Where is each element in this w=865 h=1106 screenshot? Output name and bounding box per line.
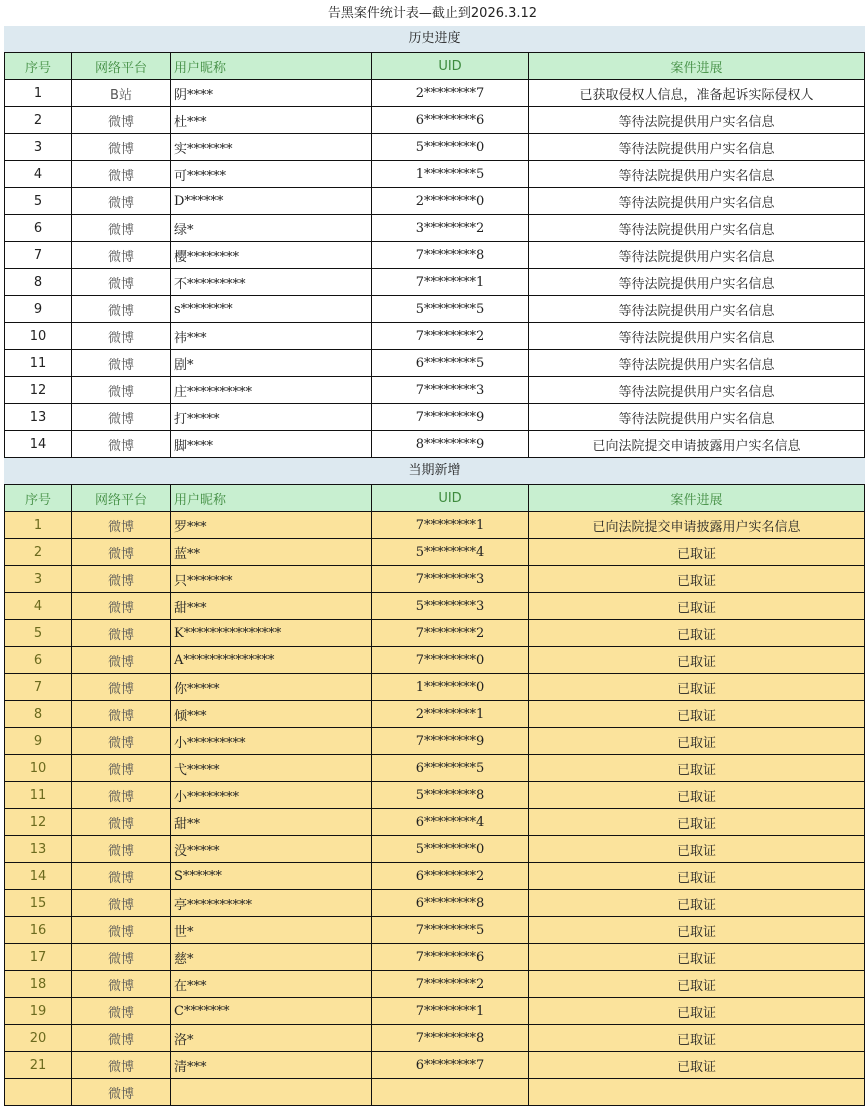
- uid-cell[interactable]: 8********9: [372, 431, 529, 458]
- nickname-cell[interactable]: 实*******: [171, 134, 372, 161]
- uid-cell[interactable]: 7********2: [372, 971, 529, 998]
- case-progress-cell[interactable]: 等待法院提供用户实名信息: [529, 269, 865, 296]
- row-number-cell[interactable]: 19: [5, 998, 72, 1025]
- row-number-cell[interactable]: 16: [5, 917, 72, 944]
- uid-cell[interactable]: 7********9: [372, 404, 529, 431]
- row-number-cell[interactable]: 9: [5, 296, 72, 323]
- nickname-cell[interactable]: 洛*: [171, 1025, 372, 1052]
- row-number-cell[interactable]: 21: [5, 1052, 72, 1079]
- row-number-cell[interactable]: 4: [5, 161, 72, 188]
- platform-cell[interactable]: 微博: [72, 593, 171, 620]
- case-progress-cell[interactable]: 等待法院提供用户实名信息: [529, 215, 865, 242]
- uid-cell[interactable]: 7********3: [372, 377, 529, 404]
- platform-cell[interactable]: 微博: [72, 566, 171, 593]
- case-progress-cell[interactable]: 等待法院提供用户实名信息: [529, 350, 865, 377]
- nickname-cell[interactable]: 只*******: [171, 566, 372, 593]
- uid-cell[interactable]: 6********2: [372, 863, 529, 890]
- row-number-cell[interactable]: 11: [5, 782, 72, 809]
- row-number-cell[interactable]: 14: [5, 431, 72, 458]
- nickname-cell[interactable]: 不*********: [171, 269, 372, 296]
- uid-cell[interactable]: 5********4: [372, 539, 529, 566]
- uid-cell[interactable]: 7********9: [372, 728, 529, 755]
- platform-cell[interactable]: 微博: [72, 728, 171, 755]
- nickname-cell[interactable]: [171, 1079, 372, 1106]
- row-number-cell[interactable]: 20: [5, 1025, 72, 1052]
- table-row: [5, 998, 865, 1025]
- uid-cell[interactable]: 7********5: [372, 917, 529, 944]
- case-progress-cell[interactable]: 等待法院提供用户实名信息: [529, 107, 865, 134]
- table-row: [5, 917, 865, 944]
- platform-cell[interactable]: 微博: [72, 1052, 171, 1079]
- row-number-cell[interactable]: 6: [5, 647, 72, 674]
- table-row: [5, 1079, 865, 1106]
- nickname-cell[interactable]: 阴****: [171, 80, 372, 107]
- platform-cell[interactable]: 微博: [72, 890, 171, 917]
- table-row: [5, 242, 865, 269]
- header-row: [5, 485, 865, 512]
- table-row: [5, 647, 865, 674]
- table-row: [5, 512, 865, 539]
- nickname-cell[interactable]: 甜***: [171, 593, 372, 620]
- table-row: [5, 782, 865, 809]
- table-row: [5, 863, 865, 890]
- table-row: [5, 674, 865, 701]
- case-progress-cell[interactable]: 已取证: [529, 944, 865, 971]
- section-current-header: 当期新增: [4, 458, 865, 484]
- platform-cell[interactable]: 微博: [72, 647, 171, 674]
- case-progress-cell[interactable]: 等待法院提供用户实名信息: [529, 161, 865, 188]
- table-row: [5, 620, 865, 647]
- row-number-cell[interactable]: 12: [5, 809, 72, 836]
- case-progress-cell[interactable]: 已取证: [529, 620, 865, 647]
- platform-cell[interactable]: 微博: [72, 323, 171, 350]
- nickname-cell[interactable]: s********: [171, 296, 372, 323]
- table-row: [5, 971, 865, 998]
- row-number-cell[interactable]: 13: [5, 836, 72, 863]
- uid-cell[interactable]: 7********6: [372, 944, 529, 971]
- table-row: [5, 728, 865, 755]
- row-number-cell[interactable]: 5: [5, 620, 72, 647]
- uid-cell[interactable]: 6********5: [372, 350, 529, 377]
- table-row: [5, 350, 865, 377]
- case-progress-cell[interactable]: 已取证: [529, 890, 865, 917]
- row-number-cell[interactable]: 10: [5, 323, 72, 350]
- row-number-cell[interactable]: 6: [5, 215, 72, 242]
- uid-cell[interactable]: 7********2: [372, 620, 529, 647]
- case-progress-cell[interactable]: 等待法院提供用户实名信息: [529, 296, 865, 323]
- row-number-cell[interactable]: 10: [5, 755, 72, 782]
- uid-cell[interactable]: 7********1: [372, 512, 529, 539]
- case-progress-cell[interactable]: 已取证: [529, 701, 865, 728]
- nickname-cell[interactable]: K***************: [171, 620, 372, 647]
- case-progress-cell[interactable]: 等待法院提供用户实名信息: [529, 134, 865, 161]
- uid-cell[interactable]: 2********7: [372, 80, 529, 107]
- platform-cell[interactable]: 微博: [72, 539, 171, 566]
- nickname-cell[interactable]: 弋*****: [171, 755, 372, 782]
- nickname-cell[interactable]: 在***: [171, 971, 372, 998]
- case-progress-cell[interactable]: 等待法院提供用户实名信息: [529, 242, 865, 269]
- table-row: [5, 701, 865, 728]
- nickname-cell[interactable]: 没*****: [171, 836, 372, 863]
- platform-cell[interactable]: 微博: [72, 431, 171, 458]
- row-number-cell[interactable]: 4: [5, 593, 72, 620]
- platform-cell[interactable]: 微博: [72, 917, 171, 944]
- uid-cell[interactable]: 7********8: [372, 1025, 529, 1052]
- uid-cell[interactable]: 5********8: [372, 782, 529, 809]
- row-number-cell[interactable]: 8: [5, 269, 72, 296]
- case-progress-cell[interactable]: 已取证: [529, 1052, 865, 1079]
- row-number-cell[interactable]: 9: [5, 728, 72, 755]
- row-number-cell[interactable]: 7: [5, 242, 72, 269]
- nickname-cell[interactable]: 樱********: [171, 242, 372, 269]
- table-row: [5, 539, 865, 566]
- row-number-cell[interactable]: 3: [5, 134, 72, 161]
- platform-cell[interactable]: 微博: [72, 296, 171, 323]
- column-header-row-number[interactable]: 序号: [5, 485, 72, 512]
- nickname-cell[interactable]: 罗***: [171, 512, 372, 539]
- nickname-cell[interactable]: 小*********: [171, 728, 372, 755]
- row-number-cell[interactable]: 1: [5, 512, 72, 539]
- current-table: [4, 484, 865, 1106]
- case-progress-cell[interactable]: 等待法院提供用户实名信息: [529, 188, 865, 215]
- row-number-cell[interactable]: 12: [5, 377, 72, 404]
- table-row: [5, 836, 865, 863]
- column-header-uid[interactable]: UID: [372, 53, 529, 80]
- table-row: [5, 188, 865, 215]
- case-progress-cell[interactable]: 已向法院提交申请披露用户实名信息: [529, 431, 865, 458]
- uid-cell[interactable]: 7********8: [372, 242, 529, 269]
- nickname-cell[interactable]: D******: [171, 188, 372, 215]
- sheet-title: 告黑案件统计表—截止到2026.3.12: [327, 6, 538, 21]
- column-header-case-progress[interactable]: 案件进展: [529, 485, 865, 512]
- uid-cell[interactable]: 1********5: [372, 161, 529, 188]
- table-row: [5, 809, 865, 836]
- case-progress-cell[interactable]: 已取证: [529, 755, 865, 782]
- platform-cell[interactable]: 微博: [72, 1025, 171, 1052]
- uid-cell[interactable]: 7********1: [372, 269, 529, 296]
- row-number-cell[interactable]: 11: [5, 350, 72, 377]
- uid-cell[interactable]: 1********0: [372, 674, 529, 701]
- nickname-cell[interactable]: 慈*: [171, 944, 372, 971]
- case-progress-cell[interactable]: 等待法院提供用户实名信息: [529, 377, 865, 404]
- row-number-cell[interactable]: 2: [5, 539, 72, 566]
- platform-cell[interactable]: 微博: [72, 620, 171, 647]
- case-progress-cell[interactable]: 已取证: [529, 809, 865, 836]
- platform-cell[interactable]: 微博: [72, 350, 171, 377]
- row-number-cell[interactable]: 7: [5, 674, 72, 701]
- platform-cell[interactable]: 微博: [72, 134, 171, 161]
- table-row: [5, 1052, 865, 1079]
- uid-cell[interactable]: 7********0: [372, 647, 529, 674]
- platform-cell[interactable]: 微博: [72, 674, 171, 701]
- nickname-cell[interactable]: 亭**********: [171, 890, 372, 917]
- nickname-cell[interactable]: 庄**********: [171, 377, 372, 404]
- platform-cell[interactable]: 微博: [72, 863, 171, 890]
- case-progress-cell[interactable]: 已取证: [529, 863, 865, 890]
- row-number-cell[interactable]: [5, 1079, 72, 1106]
- table-row: [5, 944, 865, 971]
- header-row: [5, 53, 865, 80]
- table-row: [5, 755, 865, 782]
- nickname-cell[interactable]: 倾***: [171, 701, 372, 728]
- case-progress-cell[interactable]: 已取证: [529, 539, 865, 566]
- platform-cell[interactable]: 微博: [72, 404, 171, 431]
- uid-cell[interactable]: [372, 1079, 529, 1106]
- column-header-nickname[interactable]: 用户昵称: [171, 485, 372, 512]
- nickname-cell[interactable]: 脚****: [171, 431, 372, 458]
- table-row: [5, 377, 865, 404]
- row-number-cell[interactable]: 13: [5, 404, 72, 431]
- platform-cell[interactable]: 微博: [72, 188, 171, 215]
- uid-cell[interactable]: 5********0: [372, 134, 529, 161]
- table-row: [5, 161, 865, 188]
- column-header-uid[interactable]: UID: [372, 485, 529, 512]
- platform-cell[interactable]: 微博: [72, 242, 171, 269]
- platform-cell[interactable]: 微博: [72, 269, 171, 296]
- table-row: [5, 134, 865, 161]
- nickname-cell[interactable]: 蓝**: [171, 539, 372, 566]
- nickname-cell[interactable]: 清***: [171, 1052, 372, 1079]
- row-number-cell[interactable]: 8: [5, 701, 72, 728]
- column-header-row-number[interactable]: 序号: [5, 53, 72, 80]
- case-progress-cell[interactable]: 已取证: [529, 782, 865, 809]
- uid-cell[interactable]: 7********1: [372, 998, 529, 1025]
- uid-cell[interactable]: 7********3: [372, 566, 529, 593]
- nickname-cell[interactable]: 绿*: [171, 215, 372, 242]
- table-row: [5, 890, 865, 917]
- case-progress-cell[interactable]: 已获取侵权人信息，准备起诉实际侵权人: [529, 80, 865, 107]
- platform-cell[interactable]: 微博: [72, 836, 171, 863]
- case-progress-cell[interactable]: [529, 1079, 865, 1106]
- history-table: [4, 52, 865, 458]
- row-number-cell[interactable]: 14: [5, 863, 72, 890]
- case-progress-cell[interactable]: 已取证: [529, 593, 865, 620]
- nickname-cell[interactable]: 小********: [171, 782, 372, 809]
- nickname-cell[interactable]: 世*: [171, 917, 372, 944]
- platform-cell[interactable]: 微博: [72, 215, 171, 242]
- nickname-cell[interactable]: 剧*: [171, 350, 372, 377]
- case-progress-cell[interactable]: 已取证: [529, 728, 865, 755]
- column-header-platform[interactable]: 网络平台: [72, 53, 171, 80]
- platform-cell[interactable]: 微博: [72, 107, 171, 134]
- nickname-cell[interactable]: 可******: [171, 161, 372, 188]
- column-header-case-progress[interactable]: 案件进展: [529, 53, 865, 80]
- row-number-cell[interactable]: 18: [5, 971, 72, 998]
- table-row: [5, 269, 865, 296]
- row-number-cell[interactable]: 5: [5, 188, 72, 215]
- case-progress-cell[interactable]: 已取证: [529, 971, 865, 998]
- uid-cell[interactable]: 6********8: [372, 890, 529, 917]
- row-number-cell[interactable]: 17: [5, 944, 72, 971]
- platform-cell[interactable]: 微博: [72, 701, 171, 728]
- table-row: [5, 80, 865, 107]
- platform-cell[interactable]: 微博: [72, 782, 171, 809]
- platform-cell[interactable]: 微博: [72, 971, 171, 998]
- case-progress-cell[interactable]: 已取证: [529, 836, 865, 863]
- table-row: [5, 323, 865, 350]
- table-row: [5, 566, 865, 593]
- row-number-cell[interactable]: 1: [5, 80, 72, 107]
- case-progress-cell[interactable]: 等待法院提供用户实名信息: [529, 323, 865, 350]
- platform-cell[interactable]: 微博: [72, 809, 171, 836]
- uid-cell[interactable]: 3********2: [372, 215, 529, 242]
- table-row: [5, 404, 865, 431]
- platform-cell[interactable]: 微博: [72, 944, 171, 971]
- nickname-cell[interactable]: 杜***: [171, 107, 372, 134]
- column-header-nickname[interactable]: 用户昵称: [171, 53, 372, 80]
- platform-cell[interactable]: 微博: [72, 161, 171, 188]
- case-progress-cell[interactable]: 已取证: [529, 917, 865, 944]
- column-header-platform[interactable]: 网络平台: [72, 485, 171, 512]
- case-progress-cell[interactable]: 等待法院提供用户实名信息: [529, 404, 865, 431]
- case-progress-cell[interactable]: 已向法院提交申请披露用户实名信息: [529, 512, 865, 539]
- row-number-cell[interactable]: 2: [5, 107, 72, 134]
- row-number-cell[interactable]: 15: [5, 890, 72, 917]
- nickname-cell[interactable]: 你*****: [171, 674, 372, 701]
- case-progress-cell[interactable]: 已取证: [529, 647, 865, 674]
- platform-cell[interactable]: 微博: [72, 512, 171, 539]
- table-row: [5, 593, 865, 620]
- uid-cell[interactable]: 7********2: [372, 323, 529, 350]
- uid-cell[interactable]: 6********5: [372, 755, 529, 782]
- platform-cell[interactable]: B站: [72, 80, 171, 107]
- platform-cell[interactable]: 微博: [72, 1079, 171, 1106]
- row-number-cell[interactable]: 3: [5, 566, 72, 593]
- table-row: [5, 1025, 865, 1052]
- table-row: [5, 431, 865, 458]
- section-history-header: 历史进度: [4, 26, 865, 52]
- uid-cell[interactable]: 6********7: [372, 1052, 529, 1079]
- uid-cell[interactable]: 2********0: [372, 188, 529, 215]
- uid-cell[interactable]: 5********5: [372, 296, 529, 323]
- uid-cell[interactable]: 6********4: [372, 809, 529, 836]
- case-progress-cell[interactable]: 已取证: [529, 674, 865, 701]
- platform-cell[interactable]: 微博: [72, 377, 171, 404]
- table-row: [5, 107, 865, 134]
- table-row: [5, 215, 865, 242]
- nickname-cell[interactable]: C*******: [171, 998, 372, 1025]
- uid-cell[interactable]: 2********1: [372, 701, 529, 728]
- uid-cell[interactable]: 5********3: [372, 593, 529, 620]
- case-progress-cell[interactable]: 已取证: [529, 566, 865, 593]
- table-row: [5, 296, 865, 323]
- platform-cell[interactable]: 微博: [72, 755, 171, 782]
- nickname-cell[interactable]: 甜**: [171, 809, 372, 836]
- nickname-cell[interactable]: 祎***: [171, 323, 372, 350]
- nickname-cell[interactable]: A**************: [171, 647, 372, 674]
- uid-cell[interactable]: 6********6: [372, 107, 529, 134]
- platform-cell[interactable]: 微博: [72, 998, 171, 1025]
- nickname-cell[interactable]: 打*****: [171, 404, 372, 431]
- uid-cell[interactable]: 5********0: [372, 836, 529, 863]
- case-progress-cell[interactable]: 已取证: [529, 998, 865, 1025]
- case-progress-cell[interactable]: 已取证: [529, 1025, 865, 1052]
- nickname-cell[interactable]: S******: [171, 863, 372, 890]
